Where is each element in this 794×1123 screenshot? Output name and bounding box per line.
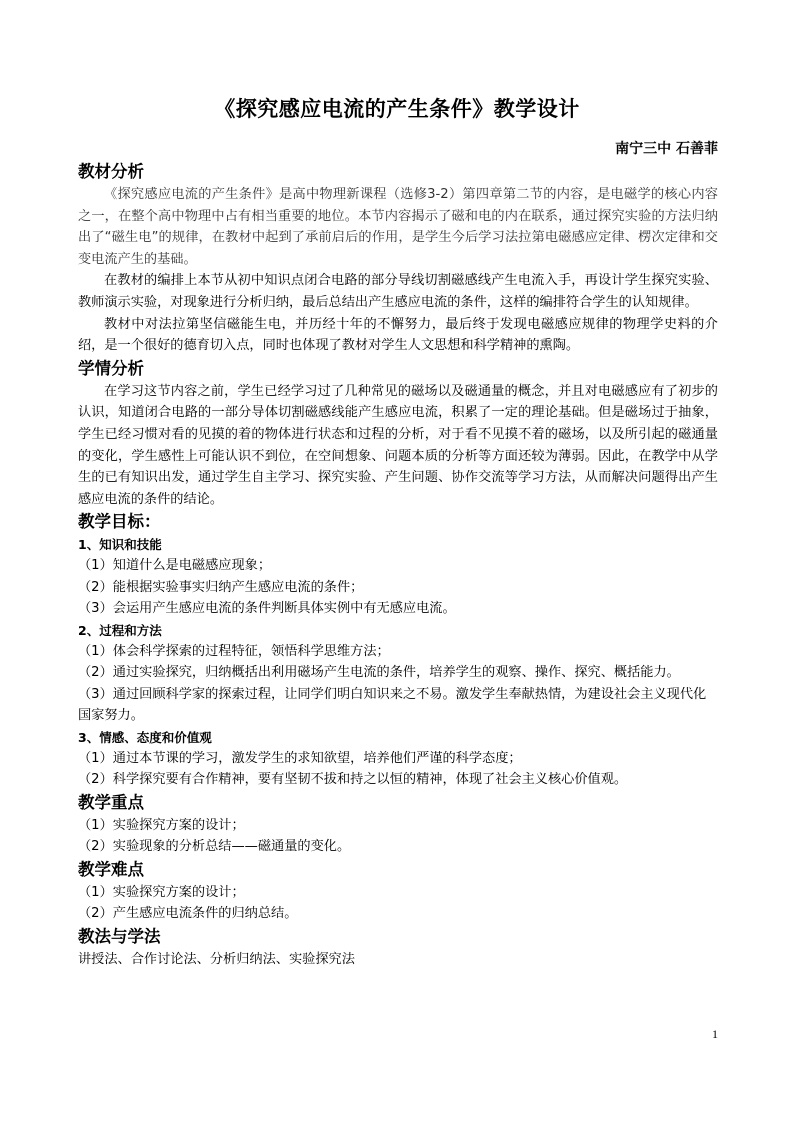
objective-group-title: 2、过程和方法 xyxy=(78,622,162,638)
paragraph: 在学习这节内容之前，学生已经学习过了几种常见的磁场以及磁通量的概念，并且对电磁感应有了初步的认识，知道闭合电路的一部分导体切割磁感线能产生感应电流，积累了一定的理论基础。但是磁场过于抽象，学生已经习惯对看的见摸的着的物体进行状态和过程的分析，对于看不见摸不着的磁场，以及所引起的磁通量的变化，学生感性上可能认识不到位，在空间想象、问题本质的分析等方面还较为薄弱。因此，在教学中从学生的已有知识出发，通过学生自主学习、探究实验、产生问题、协作交流等学习方法，从而解决问题得出产生感应电流的条件的结论。 xyxy=(78,383,718,507)
page-number: 1 xyxy=(712,1027,718,1041)
section-heading: 教法与学法 xyxy=(78,926,161,946)
section-textbook-analysis xyxy=(78,160,718,357)
list-item: （3）通过回顾科学家的探索过程，让同学们明白知识来之不易。激发学生奉献热情，为建设社会主义现代化国家努力。 xyxy=(78,686,707,724)
section-heading: 教学难点 xyxy=(78,859,144,879)
section-heading: 学情分析 xyxy=(78,358,144,378)
section-methods xyxy=(78,925,718,971)
document-title: 《探究感应电流的产生条件》教学设计 xyxy=(214,97,580,121)
paragraph: 《探究感应电流的产生条件》是高中物理新课程（选修3-2）第四章第二节的内容，是电磁学的核心内容之一，在整个高中物理中占有相当重要的地位。本节内容揭示了磁和电的内在联系，通过探究实验的方法归纳出了“磁生电”的规律，在教材中起到了承前启后的作用，是学生今后学习法拉第电磁感应定律、楞次定律和交变电流产生的基础。 xyxy=(78,187,718,267)
list-item: （2）产生感应电流条件的归纳总结。 xyxy=(78,906,298,922)
section-difficulties xyxy=(78,858,718,925)
list-item: （1）实验探究方案的设计； xyxy=(78,884,245,900)
list-item: （1）通过本节课的学习，激发学生的求知欲望，培养他们严谨的科学态度； xyxy=(78,750,522,766)
section-heading: 教学目标： xyxy=(78,512,161,532)
list-item: （1）实验探究方案的设计； xyxy=(78,817,245,833)
section-student-analysis xyxy=(78,357,718,511)
list-item: （2）通过实验探究，归纳概括出利用磁场产生电流的条件，培养学生的观察、操作、探究、概括能力。 xyxy=(78,665,680,681)
document-body xyxy=(78,160,718,970)
methods-text: 讲授法、合作讨论法、分析归纳法、实验探究法 xyxy=(78,951,355,967)
author-line: 南宁三中 石善菲 xyxy=(615,141,718,157)
list-item: （2）实验现象的分析总结——磁通量的变化。 xyxy=(78,839,351,855)
list-item: （1）知道什么是电磁感应现象； xyxy=(78,558,272,574)
list-item: （3）会运用产生感应电流的条件判断具体实例中有无感应电流。 xyxy=(78,601,456,617)
list-item: （2）科学探究要有合作精神，要有坚韧不拔和持之以恒的精神，体现了社会主义核心价值观。 xyxy=(78,772,628,788)
list-item: （1）体会科学探索的过程特征，领悟科学思维方法； xyxy=(78,643,390,659)
paragraph: 教材中对法拉第坚信磁能生电，并历经十年的不懈努力，最后终于发现电磁感应规律的物理学史料的介绍，是一个很好的德育切入点，同时也体现了教材对学生人文思想和科学精神的熏陶。 xyxy=(78,316,718,354)
section-heading: 教材分析 xyxy=(78,162,144,181)
section-objectives xyxy=(78,510,718,791)
paragraph: 在教材的编排上本节从初中知识点闭合电路的部分导线切割磁感线产生电流入手，再设计学生探究实验、教师演示实验，对现象进行分析归纳，最后总结出产生感应电流的条件，这样的编排符合学生的认知规律。 xyxy=(78,273,718,310)
objective-group-title: 1、知识和技能 xyxy=(78,537,162,553)
objective-group-title: 3、情感、态度和价值观 xyxy=(78,729,212,745)
section-heading: 教学重点 xyxy=(78,792,144,812)
list-item: （2）能根据实验事实归纳产生感应电流的条件； xyxy=(78,579,364,595)
section-key-points xyxy=(78,791,718,858)
